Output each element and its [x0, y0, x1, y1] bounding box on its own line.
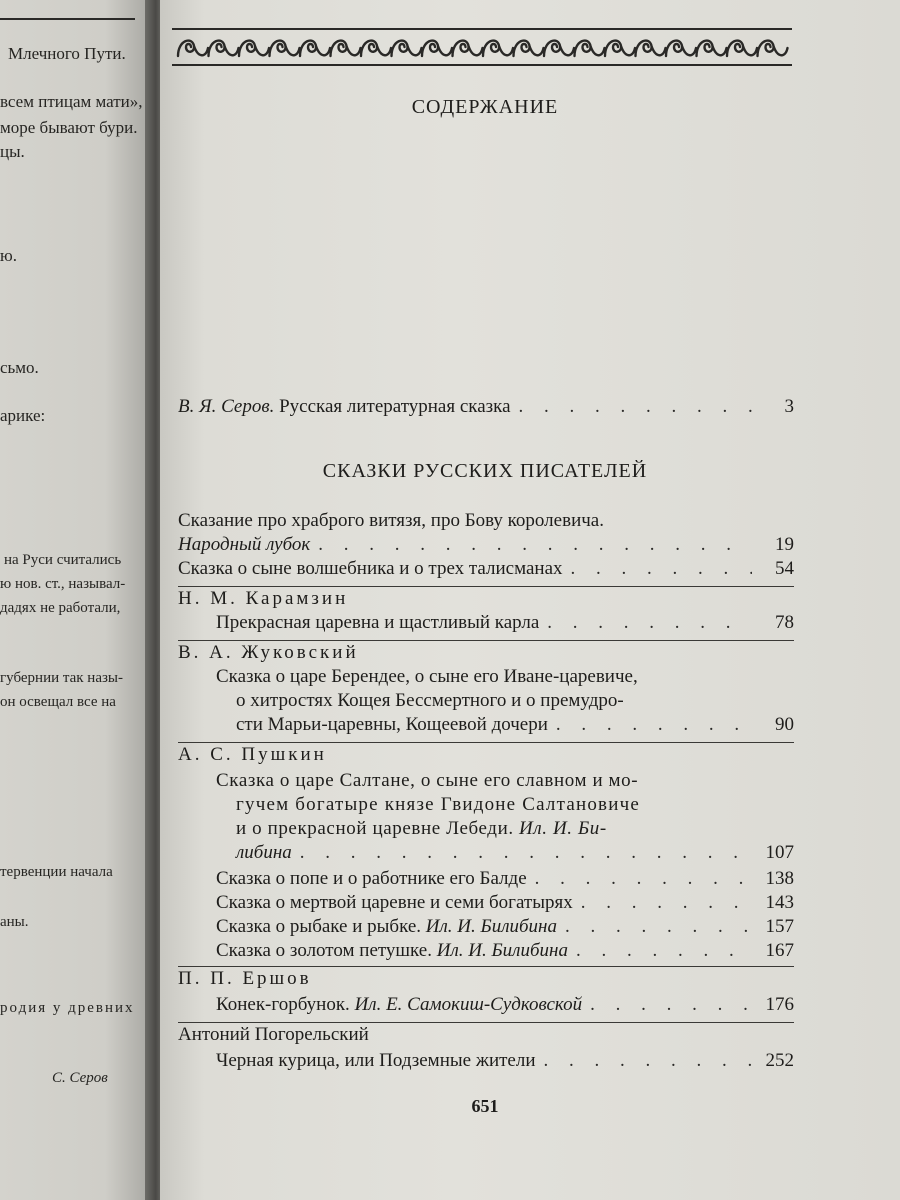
- leader-dots: [544, 1050, 752, 1072]
- ornament-scroll: [666, 41, 696, 56]
- toc-entry-berendey[interactable]: [236, 714, 794, 736]
- page-ref: 176: [765, 994, 794, 1015]
- toc-entry-title: Конек-горбунок.: [216, 994, 350, 1015]
- left-text-fragment: аны.: [0, 914, 29, 930]
- toc-entry-title: Прекрасная царевна и щастливый карла: [216, 612, 540, 633]
- ornament-scroll: [422, 41, 452, 56]
- author-zhukovsky: В. А. Жуковский: [178, 642, 359, 663]
- toc-entry-berendey-line[interactable]: о хитростях Кощея Бессмертного и о премудро-: [236, 690, 624, 711]
- left-text-fragment: родия у древних: [0, 1000, 135, 1016]
- toc-entry-title: Сказка о сыне волшебника и о трех талисманах: [178, 558, 563, 579]
- separator: [178, 1022, 794, 1023]
- toc-entry-title: Сказка о попе и о работнике его Балде: [216, 868, 527, 889]
- left-text-fragment: всем птицам мати»,: [0, 92, 143, 111]
- page-ref: 143: [765, 892, 794, 913]
- leader-dots: [556, 714, 752, 736]
- toc-entry-title: Черная курица, или Подземные жители: [216, 1050, 536, 1071]
- ornament-scroll: [239, 41, 269, 56]
- leader-dots: [576, 940, 752, 962]
- toc-entry-saltan-line[interactable]: гучем богатыре князе Гвидоне Салтановиче: [236, 794, 640, 815]
- illustrator: Ил. Е. Самокиш-Судковской: [354, 994, 583, 1015]
- illustrator: Ил. И. Би-: [519, 818, 607, 839]
- section-title: СКАЗКИ РУССКИХ ПИСАТЕЛЕЙ: [322, 460, 648, 482]
- page-ref: 78: [775, 612, 794, 633]
- right-page: [160, 0, 900, 1200]
- toc-entry-saltan[interactable]: [236, 842, 794, 864]
- page-ref: 3: [784, 396, 794, 417]
- page-ref: 107: [765, 842, 794, 863]
- illustrator: либина: [236, 842, 292, 863]
- illustrator: Ил. И. Билибина: [425, 916, 557, 937]
- illustrator: Ил. И. Билибина: [436, 940, 568, 961]
- toc-entry-saltan-line[interactable]: Сказка о царе Салтане, о сыне его славном и мо-: [216, 770, 639, 791]
- leader-dots: [581, 892, 752, 914]
- toc-entry-intro[interactable]: [178, 396, 794, 418]
- ornament-scroll: [300, 41, 330, 56]
- toc-entry-bova-line[interactable]: Сказание про храброго витязя, про Бову королевича.: [178, 510, 604, 531]
- toc-entry-berendey-line[interactable]: Сказка о царе Берендее, о сыне его Иване-царевиче,: [216, 666, 638, 687]
- ornament-scroll: [361, 41, 391, 56]
- left-text-fragment: ю.: [0, 246, 17, 265]
- ornament-border: [172, 26, 792, 68]
- left-text-fragment: дадях не работали,: [0, 600, 121, 616]
- toc-entry-title: сти Марьи-царевны, Кощеевой дочери: [236, 714, 548, 735]
- toc-title: СОДЕРЖАНИЕ: [411, 96, 559, 118]
- left-text-fragment: на Руси считались: [4, 552, 122, 568]
- toc-entry-balda[interactable]: [216, 868, 794, 890]
- leader-dots: [590, 994, 752, 1016]
- separator: [178, 586, 794, 587]
- left-text-fragment: сьмо.: [0, 358, 39, 377]
- ornament-scroll: [392, 41, 422, 56]
- page-ref: 167: [765, 940, 794, 961]
- toc-entry-title: Сказка о мертвой царевне и семи богатырях: [216, 892, 573, 913]
- toc-entry-title: и о прекрасной царевне Лебеди.: [236, 818, 514, 839]
- ornament-scroll: [636, 41, 666, 56]
- toc-entry-konek[interactable]: [216, 994, 794, 1016]
- page-number: 651: [471, 1096, 499, 1116]
- toc-entry-title: Сказка о рыбаке и рыбке.: [216, 916, 422, 937]
- left-page: [0, 0, 150, 1200]
- page-ref: 252: [765, 1050, 794, 1071]
- ornament-scroll: [727, 41, 757, 56]
- left-text-fragment: тервенции начала: [0, 864, 113, 880]
- ornament-scroll: [544, 41, 574, 56]
- left-text-fragment: арике:: [0, 406, 46, 425]
- ornament-scroll: [270, 41, 300, 56]
- ornament-scroll: [514, 41, 544, 56]
- left-text-fragment: цы.: [0, 142, 25, 161]
- leader-dots: [300, 842, 752, 864]
- left-text-fragment: губернии так назы-: [0, 670, 123, 686]
- separator: [178, 742, 794, 743]
- ornament-scroll: [483, 41, 513, 56]
- page-ref: 157: [765, 916, 794, 937]
- toc-intro-title: Русская литературная сказка: [279, 396, 511, 417]
- left-signature: С. Серов: [52, 1070, 108, 1086]
- leader-dots: [519, 396, 752, 418]
- page-ref: 19: [775, 534, 794, 555]
- leader-dots: [571, 558, 752, 580]
- left-text-fragment: он освещал все на: [0, 694, 116, 710]
- ornament-scroll: [331, 41, 361, 56]
- toc-intro-author: В. Я. Серов.: [178, 396, 275, 417]
- leader-dots: [565, 916, 752, 938]
- toc-entry-rybak[interactable]: [216, 916, 794, 938]
- author-ershov: П. П. Ершов: [178, 968, 312, 989]
- ornament-scroll: [178, 41, 208, 56]
- toc-entry-title: Народный лубок: [178, 534, 311, 555]
- separator: [178, 640, 794, 641]
- toc-entry-petushok[interactable]: [216, 940, 794, 962]
- ornament-scroll: [605, 41, 635, 56]
- left-text-fragment: ю нов. ст., называл-: [0, 576, 126, 592]
- author-pogorelsky: Антоний Погорельский: [178, 1024, 369, 1045]
- ornament-scroll: [575, 41, 605, 56]
- left-text-fragment: море бывают бури.: [0, 118, 138, 137]
- left-page-rule: [0, 18, 135, 20]
- toc-entry-talismans[interactable]: [178, 558, 794, 580]
- ornament-scroll: [453, 41, 483, 56]
- author-karamzin: Н. М. Карамзин: [178, 588, 349, 609]
- ornament-scroll: [697, 41, 727, 56]
- toc-entry-kuritsa[interactable]: [216, 1050, 794, 1072]
- toc-entry-title: Сказка о золотом петушке.: [216, 940, 432, 961]
- author-pushkin: А. С. Пушкин: [178, 744, 327, 765]
- leader-dots: [535, 868, 752, 890]
- page-ref: 138: [765, 868, 794, 889]
- ornament-scroll: [209, 41, 239, 56]
- left-text-fragment: Млечного Пути.: [8, 44, 126, 63]
- page-ref: 90: [775, 714, 794, 735]
- toc-entry-saltan-line[interactable]: [236, 818, 607, 840]
- ornament-scroll: [758, 41, 788, 56]
- separator: [178, 966, 794, 967]
- toc-entry-tsarevna[interactable]: [216, 892, 794, 914]
- page-ref: 54: [775, 558, 794, 579]
- toc-entry-bova[interactable]: [178, 534, 794, 556]
- leader-dots: [318, 534, 752, 556]
- toc-entry-karamzin[interactable]: [216, 612, 794, 634]
- leader-dots: [547, 612, 752, 634]
